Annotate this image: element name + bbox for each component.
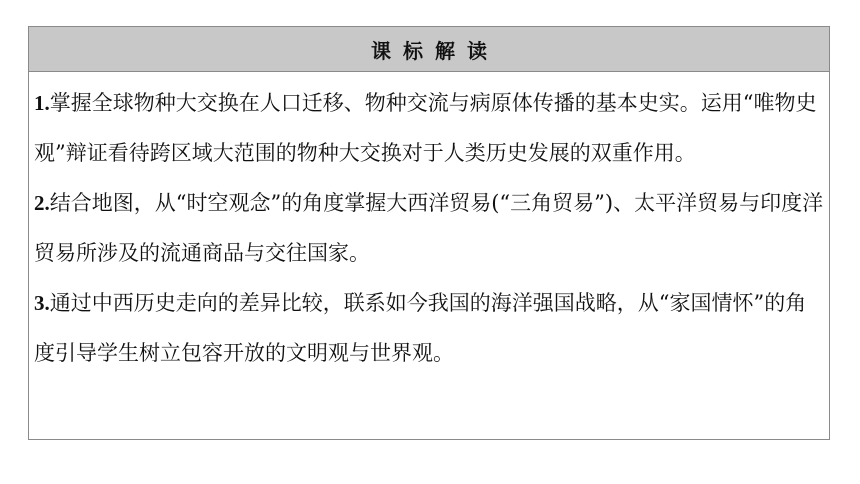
panel-header bbox=[29, 27, 829, 72]
objective-item-1 bbox=[34, 78, 825, 178]
objective-number: 3. bbox=[34, 291, 50, 315]
objective-number: 2. bbox=[34, 191, 50, 215]
curriculum-panel bbox=[28, 26, 830, 440]
objective-text: 结合地图，从“时空观念”的角度掌握大西洋贸易(“三角贸易”)、太平洋贸易与印度洋贸易所涉及的流通商品与交往国家。 bbox=[34, 191, 824, 265]
objective-text: 掌握全球物种大交换在人口迁移、物种交流与病原体传播的基本史实。运用“唯物史观”辩证看待跨区域大范围的物种大交换对于人类历史发展的双重作用。 bbox=[34, 91, 817, 165]
objective-item-3 bbox=[34, 278, 825, 378]
objective-item-2 bbox=[34, 178, 825, 278]
objective-number: 1. bbox=[34, 91, 50, 115]
panel-body bbox=[29, 72, 829, 378]
objective-text: 通过中西历史走向的差异比较，联系如今我国的海洋强国战略，从“家国情怀”的角度引导学生树立包容开放的文明观与世界观。 bbox=[34, 291, 807, 365]
panel-title: 课标解读 bbox=[371, 38, 499, 63]
